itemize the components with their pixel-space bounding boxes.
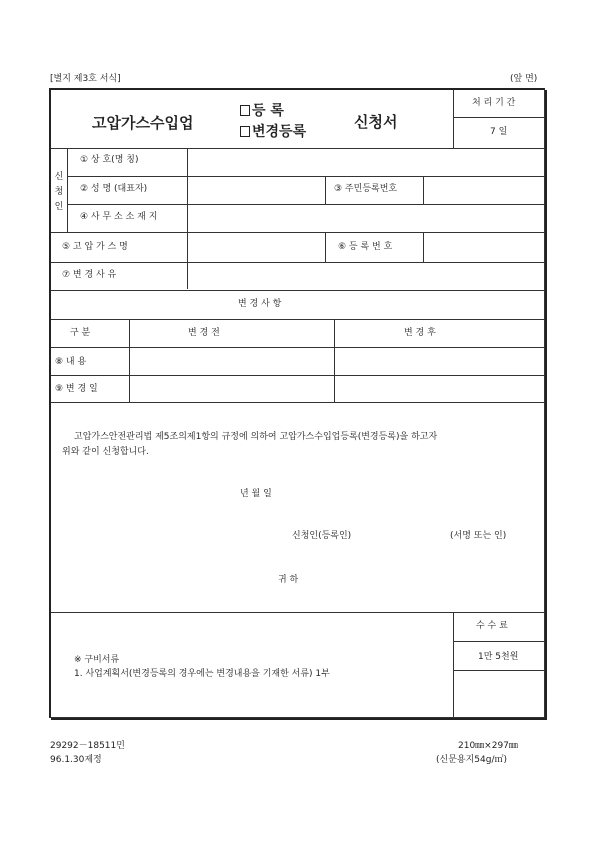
checkbox-change-register[interactable] xyxy=(240,126,250,137)
date-after-field[interactable] xyxy=(336,377,543,400)
applicant-group-label: 신청인 xyxy=(54,172,64,212)
representative-label: ② 성 명 (대표자) xyxy=(80,184,148,194)
resident-id-label: ③ 주민등록번호 xyxy=(334,184,398,194)
office-address-label: ④ 사 무 소 소 재 지 xyxy=(80,212,158,222)
option-change-register: 변경등록 xyxy=(240,125,306,139)
changes-title: 변 경 사 항 xyxy=(238,299,282,309)
form-title: 고압가스수입업 xyxy=(92,114,194,132)
fee-label: 수 수 료 xyxy=(476,621,508,631)
statement-line2: 위와 같이 신청합니다. xyxy=(62,447,149,457)
required-doc-item-1: 1. 사업계획서(변경등록의 경우에는 변경내용을 기재한 서류) 1부 xyxy=(74,669,330,679)
paper-size: 210㎜×297㎜ xyxy=(458,741,518,751)
gas-name-field[interactable] xyxy=(189,234,323,260)
page-side: (앞 면) xyxy=(510,74,538,84)
processing-period-value: 7 일 xyxy=(490,127,508,137)
form-number: [별지 제3호 서식] xyxy=(50,74,121,84)
change-reason-field[interactable] xyxy=(189,264,543,288)
footer-date: 96.1.30제정 xyxy=(50,755,102,765)
recipient-label: 귀 하 xyxy=(278,575,299,585)
application-date: 년 월 일 xyxy=(240,489,272,499)
registration-number-field[interactable] xyxy=(425,234,543,260)
content-after-field[interactable] xyxy=(336,349,543,373)
row-date-label: ⑨ 변 경 일 xyxy=(55,384,98,394)
paper-type: (신문용지54g/㎡) xyxy=(436,755,507,765)
form-title-suffix: 신청서 xyxy=(354,113,398,131)
statement-line1: 고압가스안전관리법 제5조의제1항의 규정에 의하여 고압가스수입업등록(변경등록)을 하고자 xyxy=(74,432,438,442)
footer-code: 29292－18511민 xyxy=(50,741,125,751)
office-address-field[interactable] xyxy=(189,206,543,230)
row-content-label: ⑧ 내 용 xyxy=(55,357,87,367)
col-category: 구 분 xyxy=(70,328,91,338)
content-before-field[interactable] xyxy=(131,349,332,373)
processing-period-label: 처 리 기 간 xyxy=(472,98,516,108)
representative-field[interactable] xyxy=(189,178,323,202)
company-name-label: ① 상 호(명 칭) xyxy=(80,155,139,165)
applicant-signature-label: 신청인(등록인) xyxy=(292,531,352,541)
resident-id-field[interactable] xyxy=(425,178,543,202)
date-before-field[interactable] xyxy=(131,377,332,400)
checkbox-register[interactable] xyxy=(240,105,250,116)
col-after: 변 경 후 xyxy=(404,328,436,338)
required-docs-title: ※ 구비서류 xyxy=(74,655,120,665)
gas-name-label: ⑤ 고 압 가 스 명 xyxy=(62,242,128,252)
registration-number-label: ⑥ 등 록 번 호 xyxy=(338,242,393,252)
company-name-field[interactable] xyxy=(189,150,543,174)
change-reason-label: ⑦ 변 경 사 유 xyxy=(62,270,117,280)
col-before: 변 경 전 xyxy=(188,328,220,338)
signature-seal-label: (서명 또는 인) xyxy=(450,531,507,541)
fee-value: 1만 5천원 xyxy=(478,652,519,662)
option-register: 등 록 xyxy=(240,104,284,118)
